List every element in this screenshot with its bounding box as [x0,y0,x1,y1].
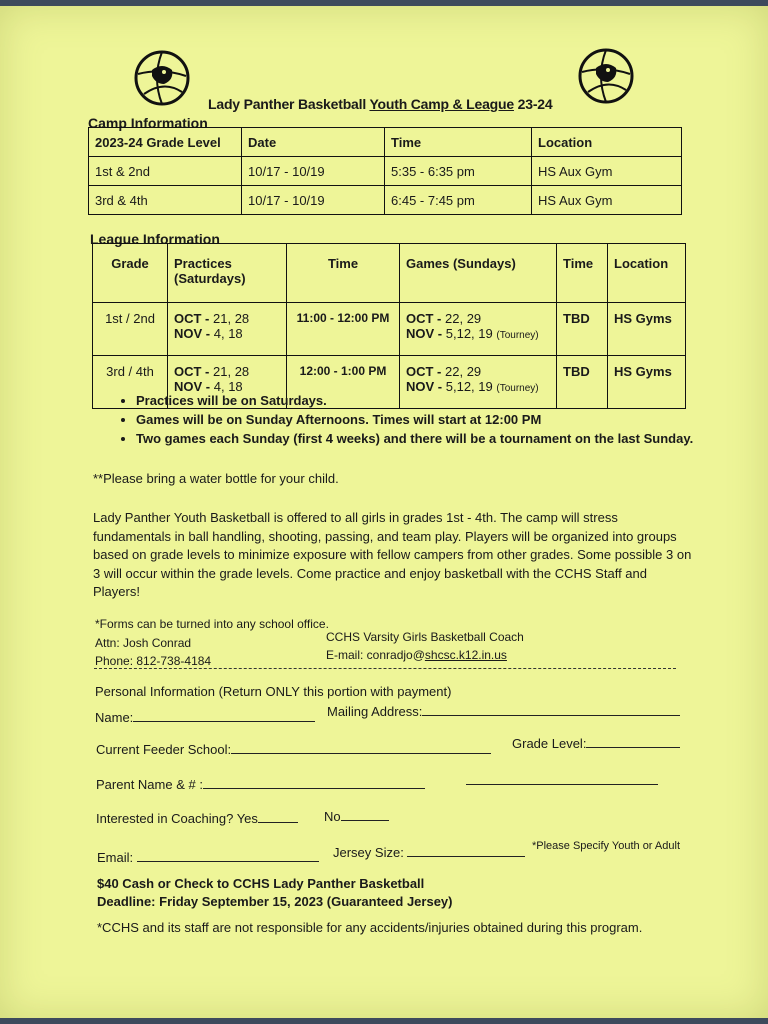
jersey-note: *Please Specify Youth or Adult [532,840,680,852]
league-table [92,243,686,409]
list-item: • Practices will be on Saturdays. [136,392,716,410]
league-header-row: Grade Practices (Saturdays) Time Games (Sundays) Time Location [93,244,686,303]
grade-level-field[interactable]: Grade Level: [512,735,680,751]
contact-name: Attn: Josh Conrad [95,636,192,650]
payment-info: $40 Cash or Check to CCHS Lady Panther Basketball [97,876,425,891]
flyer-page [0,6,768,1018]
camp-table [88,127,682,215]
table-row: 3rd & 4th 10/17 - 10/19 6:45 - 7:45 pm HS Aux Gym [89,186,682,215]
parent-extra-field[interactable] [466,772,658,788]
league-heading: League Information [90,231,220,247]
form-heading: Personal Information (Return ONLY this portion with payment) [95,684,452,699]
name-field[interactable]: Name: [95,709,315,725]
flyer-title: Lady Panther Basketball Youth Camp & League 23-24 [208,96,553,112]
description: Lady Panther Youth Basketball is offered to all girls in grades 1st - 4th. The camp will stress fundamentals in ball handling, shooting, passing, and team play. Players will be organized into groups based on grade levels to minimize exposure with fellow campers from other grades. Some possible 3 on 3 will occur within the grade levels. Come practice and enjoy basketball with the CCHS Staff and Players! [93,510,692,599]
cut-line [94,668,676,669]
camp-header-row: 2023-24 Grade Level Date Time Location [89,128,682,157]
panther-basketball-logo-left [134,50,190,106]
table-row: 1st & 2nd 10/17 - 10/19 5:35 - 6:35 pm HS Aux Gym [89,157,682,186]
coaching-yes-field[interactable]: Interested in Coaching? Yes [96,810,298,826]
contact-role: CCHS Varsity Girls Basketball Coach [326,630,524,644]
water-note: **Please bring a water bottle for your child. [93,471,339,486]
jersey-size-field[interactable]: Jersey Size: [333,844,525,860]
camp-heading: Camp Information [88,115,208,131]
table-row: 1st / 2nd OCT - 21, 28 NOV - 4, 18 11:00 - 12:00 PM OCT - 22, 29 NOV - 5,12, 19 (Tourney) TBD HS Gyms [93,303,686,356]
email-field[interactable]: Email: [97,849,319,865]
feeder-school-field[interactable]: Current Feeder School: [96,741,491,757]
info-bullets [112,392,716,449]
parent-name-field[interactable]: Parent Name & # : [96,776,425,792]
contact-phone: Phone: 812-738-4184 [95,654,212,668]
disclaimer: *CCHS and its staff are not responsible for any accidents/injuries obtained during this program. [97,920,643,935]
forms-note: *Forms can be turned into any school office. [95,617,329,631]
list-item: • Two games each Sunday (first 4 weeks) and there will be a tournament on the last Sunday. [136,430,716,448]
contact-email: E-mail: conradjo@shcsc.k12.in.us [326,648,507,662]
coaching-no-field[interactable]: No [324,808,389,824]
list-item: • Games will be on Sunday Afternoons. Times will start at 12:00 PM [136,411,716,429]
mailing-address-field[interactable]: Mailing Address: [327,703,680,719]
panther-basketball-logo-right [578,48,634,104]
deadline-info: Deadline: Friday September 15, 2023 (Guaranteed Jersey) [97,894,453,909]
table-row: 3rd / 4th OCT - 21, 28 NOV - 4, 18 12:00 - 1:00 PM OCT - 22, 29 NOV - 5,12, 19 (Tourney) TBD HS Gyms [93,356,686,409]
